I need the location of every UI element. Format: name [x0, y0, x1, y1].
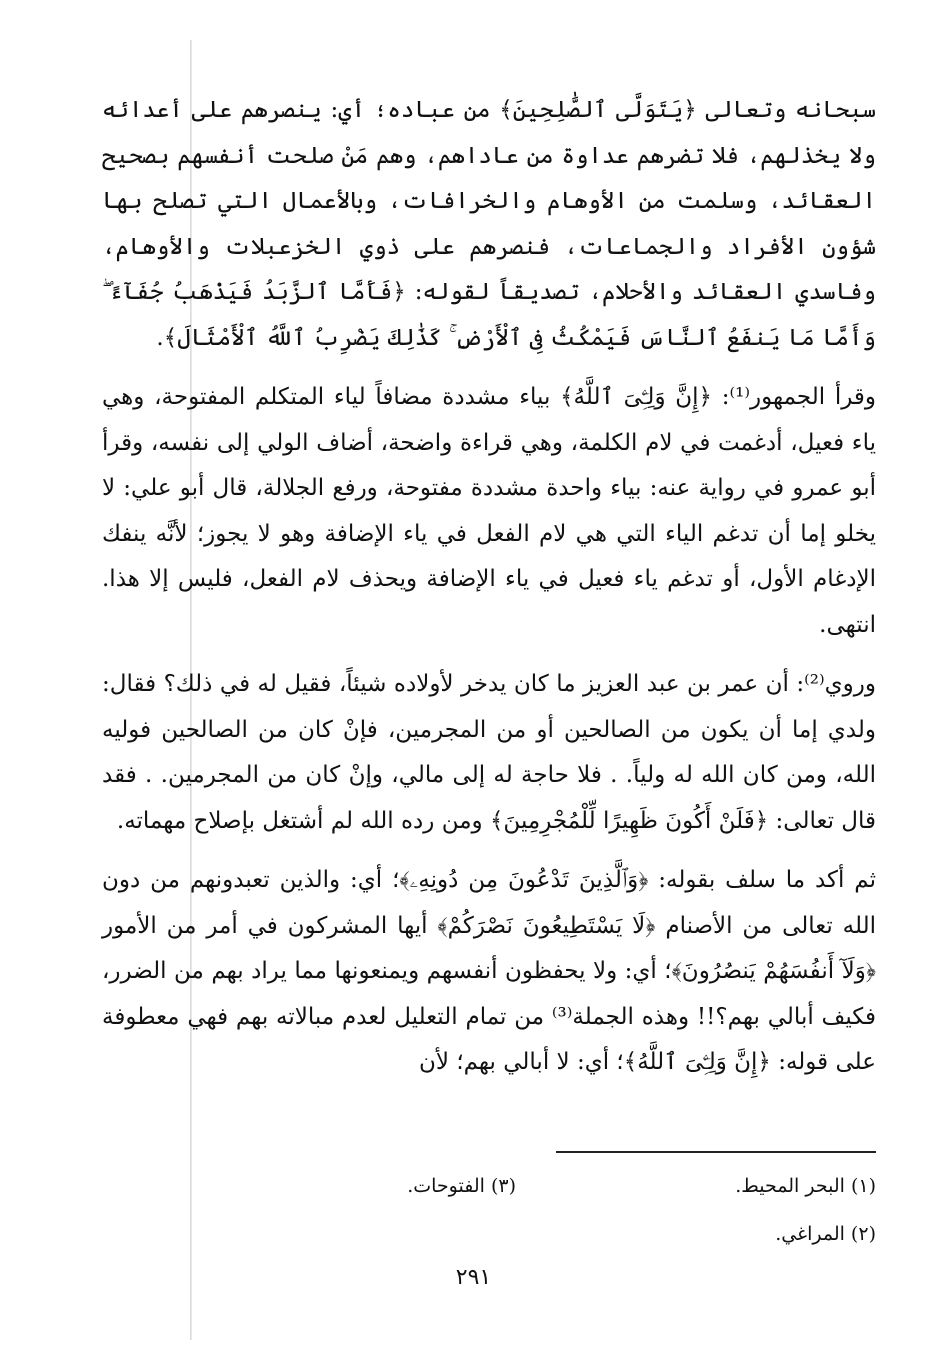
- footnote-2: (٢) المراغي.: [775, 1223, 876, 1245]
- footnote-row-1: [102, 1162, 876, 1210]
- footnotes: [102, 1162, 876, 1258]
- main-text: [102, 88, 876, 1086]
- paragraph-2: وقرأ الجمهور⁽¹⁾: ﴿إِنَّ وَلِـِّۧىَ ٱللَّهُ﴾ بياء مشددة مضافاً لياء المتكلم المفتوحة، وهي ياء فعيل، أدغمت في لام الكلمة، وهي قراءة واضحة، أضاف الولي إلى نفسه، وقرأ أبو عمرو في رواية عنه: بياء واحدة مشددة مفتوحة، ورفع الجلالة، قال أبو علي: لا يخلو إما أن تدغم الياء التي هي لام الفعل في ياء الإضافة وهو لا يجوز؛ لأنَّه ينفك الإدغام الأول، أو تدغم ياء فعيل في ياء الإضافة ويحذف لام الفعل، فليس إلا هذا. انتهى.: [102, 384, 877, 638]
- footnote-3: (٣) الفتوحات.: [407, 1175, 516, 1197]
- footnote-separator: [556, 1151, 876, 1153]
- paragraph-3: وروي⁽²⁾: أن عمر بن عبد العزيز ما كان يدخر لأولاده شيئاً، فقيل له في ذلك؟ فقال: ولدي إما أن يكون من الصالحين أو من المجرمين، فإنْ كان من الصالحين فوليه الله، ومن كان الله له ولياً. . فلا حاجة له إلى مالي، وإنْ كان من المجرمين. . فقد قال تعالى: ﴿فَلَنْ أَكُونَ ظَهِيرًا لِّلْمُجْرِمِينَ﴾ ومن رده الله لم أشتغل بإصلاح مهماته.: [102, 671, 876, 834]
- page-number: ٢٩١: [455, 1265, 492, 1290]
- paragraph-4: ثم أكد ما سلف بقوله: ﴿وَٱلَّذِينَ تَدْعُونَ مِن دُونِهِۦ﴾؛ أي: والذين تعبدونهم من دون الله تعالى من الأصنام ﴿لَا يَسْتَطِيعُونَ نَصْرَكُمْ﴾ أيها المشركون في أمر من الأمور ﴿وَلَآ أَنفُسَهُمْ يَنصُرُونَ﴾؛ أي: ولا يحفظون أنفسهم ويمنعونها مما يراد بهم من الضرر، فكيف أبالي بهم؟!! وهذه الجملة⁽³⁾ من تمام التعليل لعدم مبالاته بهم فهي معطوفة على قوله: ﴿إِنَّ وَلِـِّۧىَ ٱللَّهُ﴾؛ أي: لا أبالي بهم؛ لأن: [102, 867, 877, 1075]
- footnote-row-2: [102, 1210, 876, 1258]
- footnote-1: (١) البحر المحيط.: [735, 1175, 876, 1197]
- paragraph-1: سبحانه وتعالى ﴿يَتَوَلَّى ٱلصَّٰلِحِينَ﴾ من عباده؛ أي: ينصرهم على أعدائه ولا يخذلهم، فلا تضرهم عداوة من عاداهم، وهم مَنْ صلحت أنفسهم بصحيح العقائد، وسلمت من الأوهام والخرافات، وبالأعمال التي تصلح بها شؤون الأفراد والجماعات، فنصرهم على ذوي الخزعبلات والأوهام، وفاسدي العقائد والأحلام، تصديقاً لقوله: ﴿فَأَمَّا ٱلزَّبَدُ فَيَذْهَبُ جُفَآءً ۖ وَأَمَّا مَا يَنفَعُ ٱلنَّاسَ فَيَمْكُثُ فِى ٱلْأَرْضِ ۚ كَذَٰلِكَ يَضْرِبُ ٱللَّهُ ٱلْأَمْثَالَ﴾.: [102, 97, 876, 351]
